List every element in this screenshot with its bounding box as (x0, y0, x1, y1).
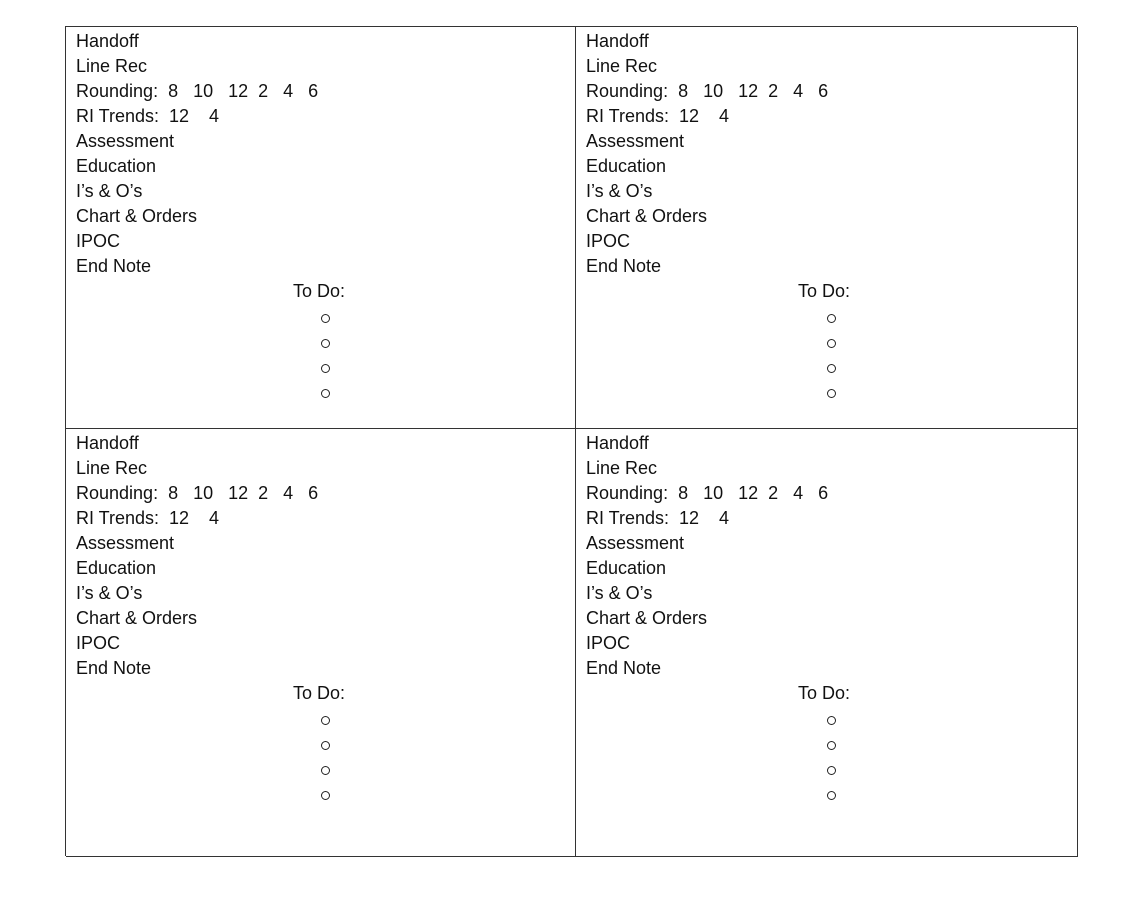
checklist-item: RI Trends: 12 4 (76, 508, 220, 528)
todo-item (320, 708, 332, 733)
checklist-item: RI Trends: 12 4 (586, 106, 730, 126)
checklist-item: Assessment (76, 533, 175, 553)
checklist-item: Assessment (76, 131, 175, 151)
patient-card-4 (576, 429, 1078, 857)
checklist-item: Education (586, 156, 667, 176)
hollow-bullet-icon (827, 364, 836, 373)
checklist-item: Education (76, 156, 157, 176)
checklist-item: Assessment (586, 533, 685, 553)
checklist-item: Handoff (76, 31, 139, 51)
hollow-bullet-icon (321, 741, 330, 750)
todo-item (826, 306, 838, 331)
hollow-bullet-icon (321, 339, 330, 348)
checklist-item: Chart & Orders (76, 206, 198, 226)
checklist-item: Handoff (586, 31, 649, 51)
patient-card-1 (66, 27, 576, 429)
hollow-bullet-icon (321, 314, 330, 323)
todo-item (826, 758, 838, 783)
todo-heading: To Do: (293, 281, 346, 301)
checklist-item: End Note (76, 256, 152, 276)
checklist-item: Chart & Orders (76, 608, 198, 628)
todo-item (320, 356, 332, 381)
checklist-item: End Note (586, 256, 662, 276)
todo-heading: To Do: (293, 683, 346, 703)
hollow-bullet-icon (321, 766, 330, 775)
report-sheet-grid (65, 26, 1077, 856)
hollow-bullet-icon (321, 791, 330, 800)
todo-item (320, 331, 332, 356)
task-checklist (76, 431, 318, 681)
todo-list (826, 708, 838, 808)
todo-item (826, 733, 838, 758)
hollow-bullet-icon (321, 364, 330, 373)
todo-item (826, 331, 838, 356)
checklist-item: End Note (586, 658, 662, 678)
checklist-item: IPOC (586, 633, 631, 653)
todo-item (826, 708, 838, 733)
todo-list (320, 306, 332, 406)
hollow-bullet-icon (321, 389, 330, 398)
todo-item (826, 783, 838, 808)
checklist-item: Rounding: 8 10 12 2 4 6 (586, 81, 829, 101)
todo-item (320, 306, 332, 331)
checklist-item: Rounding: 8 10 12 2 4 6 (76, 81, 319, 101)
checklist-item: IPOC (76, 231, 121, 251)
checklist-item: I’s & O’s (76, 583, 143, 603)
hollow-bullet-icon (827, 389, 836, 398)
checklist-item: Line Rec (76, 56, 148, 76)
checklist-item: I’s & O’s (586, 583, 653, 603)
todo-item (320, 733, 332, 758)
patient-card-3 (66, 429, 576, 857)
todo-item (320, 783, 332, 808)
checklist-item: IPOC (586, 231, 631, 251)
todo-item (320, 381, 332, 406)
hollow-bullet-icon (827, 716, 836, 725)
checklist-item: Assessment (586, 131, 685, 151)
hollow-bullet-icon (827, 339, 836, 348)
todo-heading: To Do: (798, 683, 851, 703)
checklist-item: Chart & Orders (586, 206, 708, 226)
checklist-item: Rounding: 8 10 12 2 4 6 (76, 483, 319, 503)
todo-item (826, 381, 838, 406)
todo-list (320, 708, 332, 808)
checklist-item: Handoff (76, 433, 139, 453)
checklist-item: Rounding: 8 10 12 2 4 6 (586, 483, 829, 503)
checklist-item: Line Rec (76, 458, 148, 478)
checklist-item: Line Rec (586, 56, 658, 76)
hollow-bullet-icon (321, 716, 330, 725)
checklist-item: I’s & O’s (586, 181, 653, 201)
hollow-bullet-icon (827, 314, 836, 323)
patient-card-2 (576, 27, 1078, 429)
checklist-item: I’s & O’s (76, 181, 143, 201)
checklist-item: End Note (76, 658, 152, 678)
checklist-item: Line Rec (586, 458, 658, 478)
checklist-item: RI Trends: 12 4 (76, 106, 220, 126)
checklist-item: Handoff (586, 433, 649, 453)
todo-list (826, 306, 838, 406)
todo-item (826, 356, 838, 381)
hollow-bullet-icon (827, 766, 836, 775)
checklist-item: RI Trends: 12 4 (586, 508, 730, 528)
todo-item (320, 758, 332, 783)
checklist-item: IPOC (76, 633, 121, 653)
hollow-bullet-icon (827, 741, 836, 750)
task-checklist (586, 431, 828, 681)
checklist-item: Chart & Orders (586, 608, 708, 628)
checklist-item: Education (76, 558, 157, 578)
checklist-item: Education (586, 558, 667, 578)
task-checklist (586, 29, 828, 279)
hollow-bullet-icon (827, 791, 836, 800)
todo-heading: To Do: (798, 281, 851, 301)
task-checklist (76, 29, 318, 279)
